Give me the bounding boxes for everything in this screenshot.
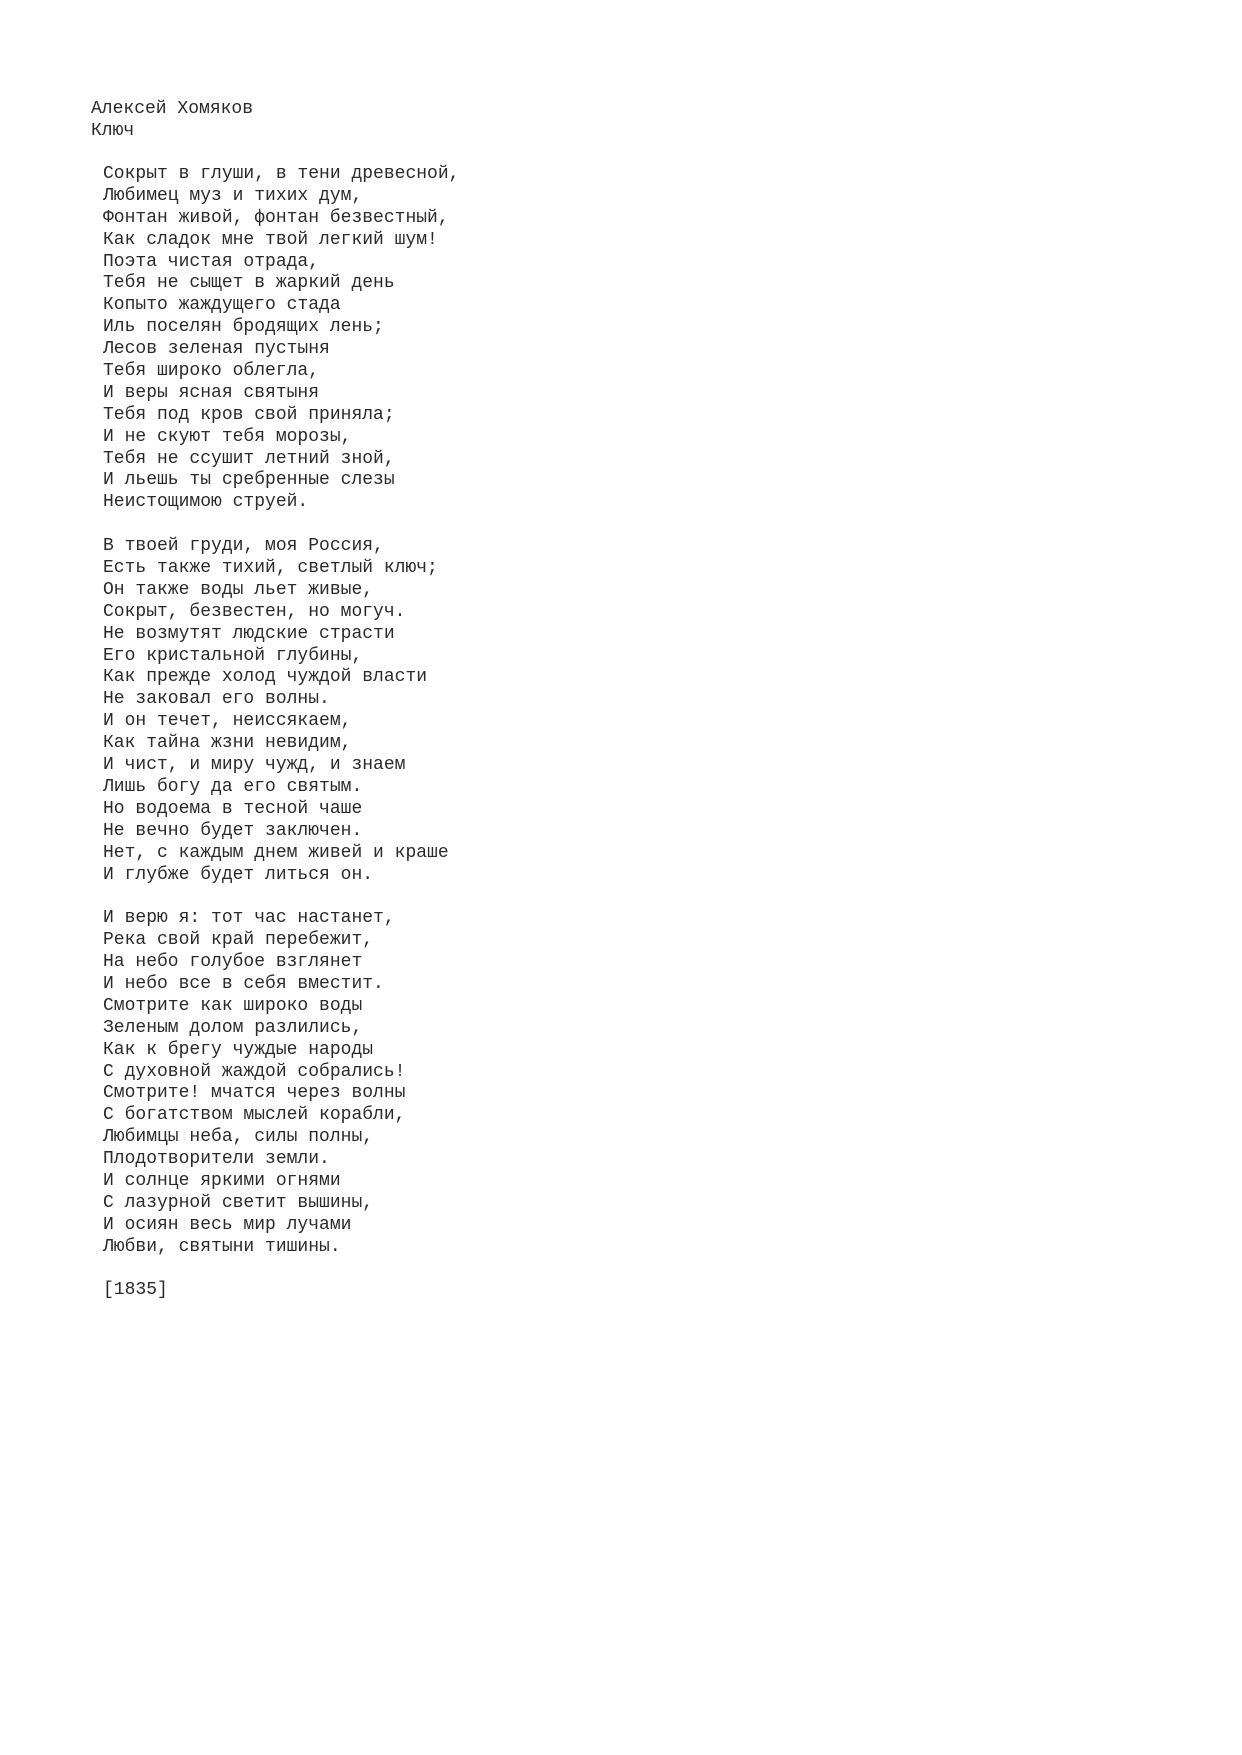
poem-line: И глубже будет литься он.: [103, 864, 374, 885]
poem-line: Любимцы неба, силы полны,: [103, 1127, 374, 1148]
poem-line: И осиян весь мир лучами: [103, 1214, 352, 1235]
poem-line: Фонтан живой, фонтан безвестный,: [103, 207, 449, 228]
poem-line: Тебя не сыщет в жаркий день: [103, 273, 395, 294]
poem-line: Сокрыт, безвестен, но могуч.: [103, 601, 406, 622]
poem-line: Тебя не ссушит летний зной,: [103, 448, 395, 469]
poem-title: Ключ: [91, 121, 135, 141]
poem-line: Лишь богу да его святым.: [103, 776, 363, 797]
poem-line: Тебя под кров свой приняла;: [103, 404, 395, 425]
poem-date: [1835]: [103, 1280, 168, 1301]
poem-line: Он также воды льет живые,: [103, 579, 374, 600]
poem-line: Зеленым долом разлились,: [103, 1017, 363, 1038]
poem-line: Лесов зеленая пустыня: [103, 339, 330, 360]
document-header: [91, 98, 253, 142]
poem-line: Копыто жаждущего стада: [103, 295, 341, 316]
poem-line: И он течет, неиссякаем,: [103, 711, 352, 732]
poem-line: С лазурной светит вышины,: [103, 1192, 374, 1213]
poem-line: Его кристальной глубины,: [103, 645, 363, 666]
poem-line: Смотрите! мчатся через волны: [103, 1083, 406, 1104]
poem-line: Как сладок мне твой легкий шум!: [103, 229, 438, 250]
poem-line: Плодотворители земли.: [103, 1149, 330, 1170]
poem-line: Тебя широко облегла,: [103, 361, 320, 382]
poem-line: И не скуют тебя морозы,: [103, 426, 352, 447]
poem-line: Как прежде холод чуждой власти: [103, 667, 428, 688]
poem-line: И льешь ты сребренные слезы: [103, 470, 395, 491]
poem-line: С духовной жаждой собрались!: [103, 1061, 406, 1082]
poem-line: На небо голубое взглянет: [103, 952, 363, 973]
poem-line: Смотрите как широко воды: [103, 995, 363, 1016]
poem-line: Есть также тихий, светлый ключ;: [103, 558, 438, 579]
author-name: Алексей Хомяков: [91, 99, 254, 119]
poem-line: И верю я: тот час настанет,: [103, 908, 395, 929]
poem-line: И солнце яркими огнями: [103, 1170, 341, 1191]
poem-line: С богатством мыслей корабли,: [103, 1105, 406, 1126]
poem-line: И чист, и миру чужд, и знаем: [103, 755, 406, 776]
poem-line: Любимец муз и тихих дум,: [103, 185, 363, 206]
poem-line: Неистощимою струей.: [103, 492, 309, 513]
poem-line: В твоей груди, моя Россия,: [103, 536, 384, 557]
poem-line: Сокрыт в глуши, в тени древесной,: [103, 164, 460, 184]
poem-line: Поэта чистая отрада,: [103, 251, 320, 272]
poem-body: [103, 164, 459, 1302]
poem-line: Но водоема в тесной чаше: [103, 798, 363, 819]
poem-line: И веры ясная святыня: [103, 382, 320, 403]
poem-line: Река свой край перебежит,: [103, 930, 374, 951]
poem-line: И небо все в себя вместит.: [103, 973, 384, 994]
poem-line: Как тайна жзни невидим,: [103, 733, 352, 754]
stanza-3: [103, 908, 459, 1258]
poem-line: Не заковал его волны.: [103, 689, 330, 710]
stanza-1: [103, 164, 459, 514]
poem-line: Иль поселян бродящих лень;: [103, 317, 384, 338]
stanza-2: [103, 536, 459, 886]
poem-line: Не возмутят людские страсти: [103, 623, 395, 644]
poem-line: Не вечно будет заключен.: [103, 820, 363, 841]
poem-line: Как к брегу чуждые народы: [103, 1039, 374, 1060]
poem-line: Любви, святыни тишины.: [103, 1236, 341, 1257]
poem-line: Нет, с каждым днем живей и краше: [103, 842, 449, 863]
